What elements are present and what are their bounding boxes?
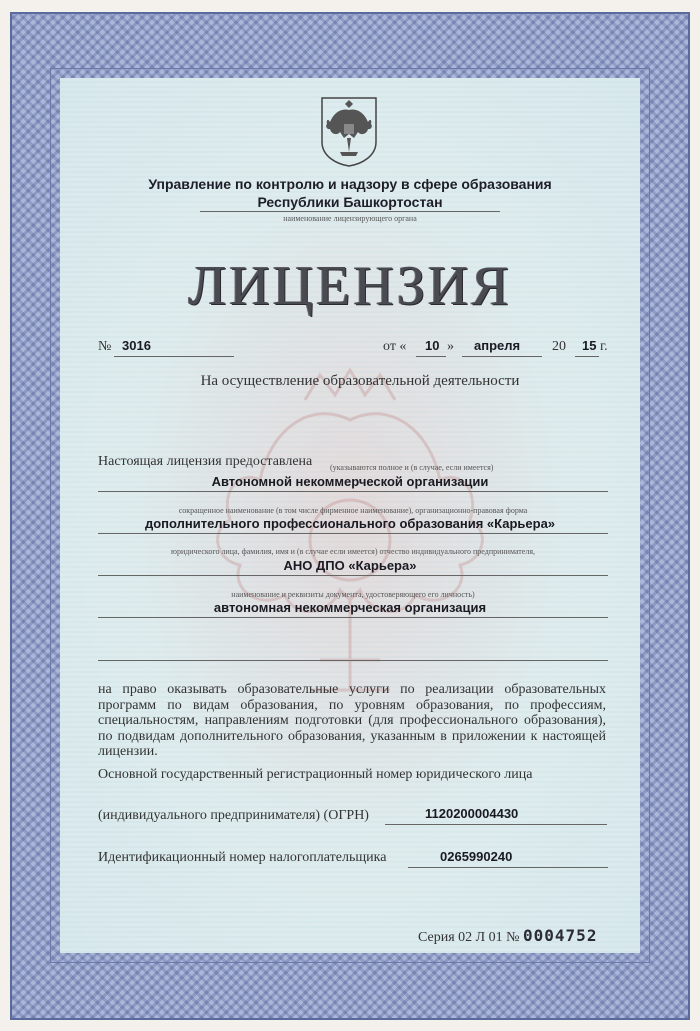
licensee-underline-3 — [98, 575, 608, 576]
number-label: № — [98, 339, 112, 354]
day-close-quote: » — [447, 339, 454, 354]
licensee-underline-2 — [98, 533, 608, 534]
day-underline — [416, 356, 446, 357]
eagle-watermark-icon — [200, 360, 500, 720]
inn-label: Идентификационный номер налогоплательщика — [98, 850, 387, 865]
ogrn-label-1: Основной государственный регистрационный номер юридического лица — [98, 767, 533, 782]
ogrn-label-2: (индивидуального предпринимателя) (ОГРН) — [98, 808, 369, 823]
series-number: 0004752 — [523, 926, 598, 945]
year-underline — [575, 356, 599, 357]
right-description: на право оказывать образовательные услуги по реализации образовательных программ по видам образования, по уровням образования, по профессиям, специальностям, направлениям подготовки (для профессионального образования), по подвидам дополнительного образования, указанным в приложении к настоящей лицензии. — [98, 682, 606, 759]
date-from-label: от « — [383, 339, 407, 354]
granted-label: Настоящая лицензия предоставлена — [98, 454, 313, 469]
authority-caption: наименование лицензирующего органа — [283, 214, 417, 223]
granted-caption-1: (указываются полное и (в случае, если имеется) — [330, 463, 494, 472]
licensee-line-3: АНО ДПО «Карьера» — [283, 558, 417, 573]
series-block — [418, 926, 597, 946]
series-code: 02 Л 01 — [458, 930, 503, 945]
license-month: апреля — [474, 338, 521, 353]
licensee-line-1: Автономной некоммерческой организации — [211, 474, 489, 489]
ogrn-underline — [385, 824, 607, 825]
licensee-underline-5 — [98, 660, 608, 661]
license-day: 10 — [425, 338, 440, 353]
document-title: ЛИЦЕНЗИЯ — [188, 255, 512, 317]
number-underline — [114, 356, 234, 357]
license-purpose: На осуществление образовательной деятельности — [200, 373, 520, 389]
ogrn-value: 1120200004430 — [425, 806, 519, 821]
granted-caption-2: сокращенное наименование (в том числе фирменное наименование), организационно-правовая форма — [178, 506, 528, 515]
licensee-underline-4 — [98, 617, 608, 618]
licensee-line-4: автономная некоммерческая организация — [213, 600, 487, 615]
series-label: Серия — [418, 930, 455, 945]
year-prefix: 20 — [552, 339, 566, 354]
series-number-label: № — [506, 930, 520, 945]
license-number: 3016 — [122, 338, 151, 353]
granted-caption-3: юридического лица, фамилия, имя и (в случае если имеется) отчество индивидуального предпринимателя, — [170, 547, 536, 556]
inn-value: 0265990240 — [440, 849, 513, 864]
licensee-underline-1 — [98, 491, 608, 492]
license-year: 15 — [582, 338, 597, 353]
authority-name-line1: Управление по контролю и надзору в сфере образования — [148, 176, 552, 192]
month-underline — [462, 356, 542, 357]
russian-coat-of-arms-icon — [318, 94, 380, 168]
licensee-line-2: дополнительного профессионального образования «Карьера» — [144, 516, 556, 531]
granted-caption-4: наименование и реквизиты документа, удостоверяющего его личность) — [231, 590, 475, 599]
year-label: г. — [600, 339, 608, 354]
authority-underline — [200, 211, 500, 212]
inn-underline — [408, 867, 608, 868]
authority-name-line2: Республики Башкортостан — [257, 194, 443, 210]
